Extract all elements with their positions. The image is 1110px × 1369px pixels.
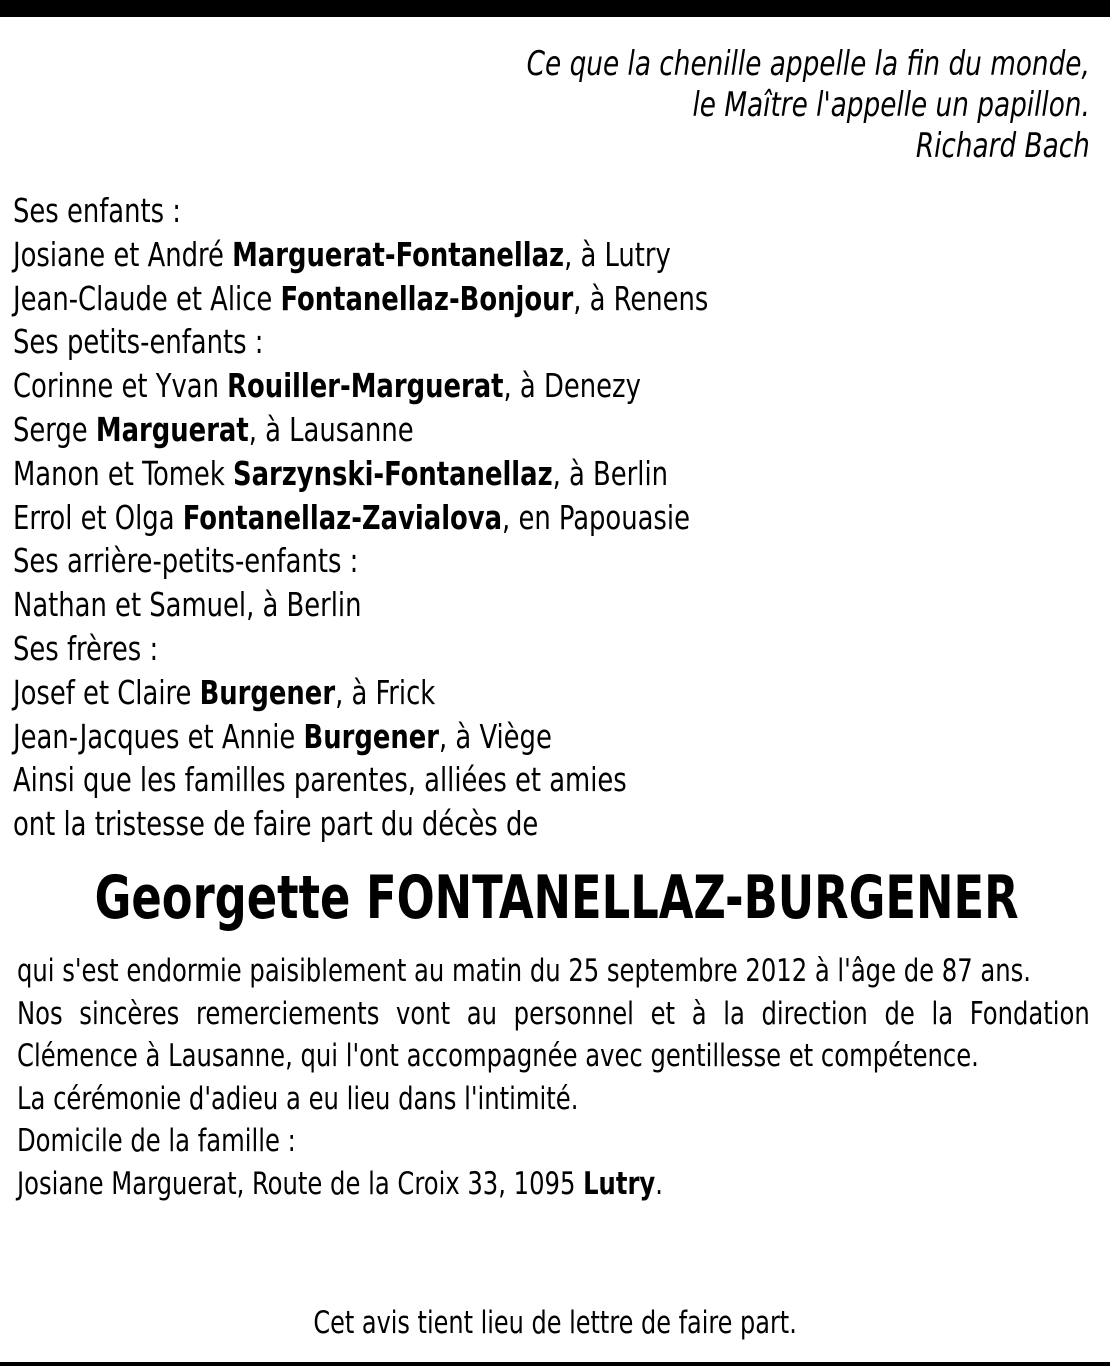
family-member-line	[13, 233, 708, 277]
closing-line-1: Ainsi que les familles parentes, alliées et amies	[13, 760, 627, 800]
quote-line-1: Ce que la chenille appelle la fin du monde,	[526, 44, 1090, 84]
family-member-line	[13, 496, 708, 540]
passing-paragraph: qui s'est endormie paisiblement au matin du 25 septembre 2012 à l'âge de 87 ans.	[17, 953, 1031, 989]
bottom-border-rule	[0, 1362, 1110, 1366]
member-place: , à Lausanne	[248, 409, 414, 449]
member-surname: Marguerat	[95, 409, 249, 449]
epigraph-quote	[527, 44, 1090, 167]
notice-line	[0, 1302, 1110, 1344]
family-member-line	[13, 408, 708, 452]
member-given-names: Errol et Olga	[13, 497, 183, 537]
member-place: , à Lutry	[564, 234, 671, 274]
ceremony-paragraph: La cérémonie d'adieu a eu lieu dans l'intimité.	[17, 1080, 579, 1117]
closing-line-2: ont la tristesse de faire part du décès de	[13, 804, 539, 844]
enfants-heading: Ses enfants :	[13, 191, 182, 230]
family-member-line	[13, 452, 708, 496]
member-surname: Fontanellaz-Zavialova	[182, 497, 503, 537]
member-surname: Rouiller-Marguerat	[227, 366, 504, 406]
top-border-rule	[0, 0, 1110, 17]
member-place: , en Papouasie	[502, 497, 690, 537]
address-period: .	[655, 1165, 663, 1202]
family-member-line	[13, 671, 708, 715]
member-surname: Burgener	[303, 716, 440, 756]
deceased-name-heading	[0, 862, 1110, 934]
arriere-petits-enfants-heading: Ses arrière-petits-enfants :	[13, 541, 359, 581]
member-surname: Fontanellaz-Bonjour	[280, 278, 574, 318]
quote-author: Richard Bach	[915, 126, 1090, 166]
freres-heading: Ses frères :	[13, 628, 159, 668]
family-address	[17, 1163, 1090, 1206]
member-given-names: Serge	[13, 409, 96, 449]
deceased-name: Georgette FONTANELLAZ-BURGENER	[94, 863, 1019, 933]
family-member-line	[13, 364, 708, 408]
member-surname: Marguerat-Fontanellaz	[232, 234, 565, 274]
address-city: Lutry	[583, 1165, 656, 1202]
member-given-names: Jean-Claude et Alice	[13, 278, 281, 318]
member-place: , à Renens	[573, 278, 709, 318]
family-list	[13, 189, 708, 846]
member-place: , à Viège	[439, 716, 552, 756]
member-given-names: Josef et Claire	[13, 672, 200, 712]
member-surname: Sarzynski-Fontanellaz	[233, 453, 553, 493]
domicile-heading: Domicile de la famille :	[17, 1123, 296, 1159]
member-place: , à Denezy	[503, 366, 641, 406]
family-member-line	[13, 715, 708, 759]
member-given-names: Manon et Tomek	[13, 453, 234, 493]
member-place: , à Berlin	[552, 453, 669, 493]
address-street: Josiane Marguerat, Route de la Croix 33, 1095	[17, 1165, 584, 1202]
thanks-paragraph: Nos sincères remerciements vont au personnel et à la direction de la Fondation Clémence à Lausanne, qui l'ont accompagnée avec gentillesse et compétence.	[17, 995, 1090, 1074]
member-given-names: Jean-Jacques et Annie	[13, 716, 304, 756]
petits-enfants-heading: Ses petits-enfants :	[13, 322, 264, 362]
member-surname: Burgener	[199, 672, 336, 712]
member-given-names: Corinne et Yvan	[13, 366, 228, 406]
announcement-body	[17, 950, 1090, 1205]
arriere-petits-enfants-line: Nathan et Samuel, à Berlin	[13, 585, 362, 625]
family-member-line	[13, 277, 708, 321]
quote-line-2: le Maître l'appelle un papillon.	[692, 85, 1090, 125]
member-place: , à Frick	[335, 672, 436, 712]
member-given-names: Josiane et André	[13, 234, 233, 274]
notice-text: Cet avis tient lieu de lettre de faire part.	[313, 1305, 797, 1341]
